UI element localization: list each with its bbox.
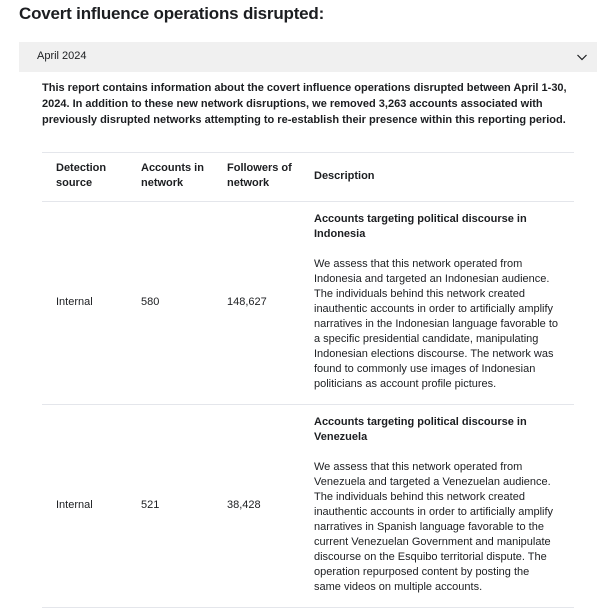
header-accounts: Accounts in network [141, 153, 227, 202]
accordion-label: April 2024 [37, 50, 87, 62]
intro-paragraph: This report contains information about the covert influence operations disrupted between April 1-30, 2024. In addition to these new network disruptions, we removed 3,263 accounts associated with previously disrupted networks attempting to re-establish their presence within this reporting period. [42, 82, 567, 126]
operations-table [42, 152, 574, 608]
description-title: Accounts targeting political discourse in Venezuela [314, 416, 527, 443]
chevron-down-icon[interactable] [576, 51, 588, 63]
cell-accounts: 521 [141, 405, 227, 608]
page-title: Covert influence operations disrupted: [19, 4, 325, 23]
header-detection-source: Detection source [42, 153, 141, 202]
description-body: We assess that this network operated from Venezuela and targeted a Venezuelan audience. The individuals behind this network created inauthentic accounts in order to artificially amplify narratives in Spanish language favorable to the current Venezuelan Government and manipulate discourse on the Esquibo territorial dispute. The operation repurposed content by posting the same videos on multiple accounts. [314, 461, 554, 593]
month-accordion-header[interactable] [19, 42, 597, 72]
table-row [42, 202, 574, 405]
header-description: Description [314, 153, 574, 202]
description-body: We assess that this network operated from Indonesia and targeted an Indonesian audience. The individuals behind this network created inauthentic accounts in order to artificially amplify narratives in the Indonesian language favorable to a specific presidential candidate, manipulating Indonesian elections discourse. The network was found to commonly use images of Indonesian politicians as account profile pictures. [314, 258, 559, 390]
description-title: Accounts targeting political discourse in Indonesia [314, 213, 527, 240]
table-row [42, 405, 574, 608]
cell-detection-source: Internal [42, 405, 141, 608]
cell-followers: 38,428 [227, 405, 314, 608]
cell-description [314, 405, 574, 608]
table-header-row [42, 153, 574, 202]
cell-accounts: 580 [141, 202, 227, 405]
header-followers: Followers of network [227, 153, 314, 202]
cell-followers: 148,627 [227, 202, 314, 405]
cell-detection-source: Internal [42, 202, 141, 405]
cell-description [314, 202, 574, 405]
